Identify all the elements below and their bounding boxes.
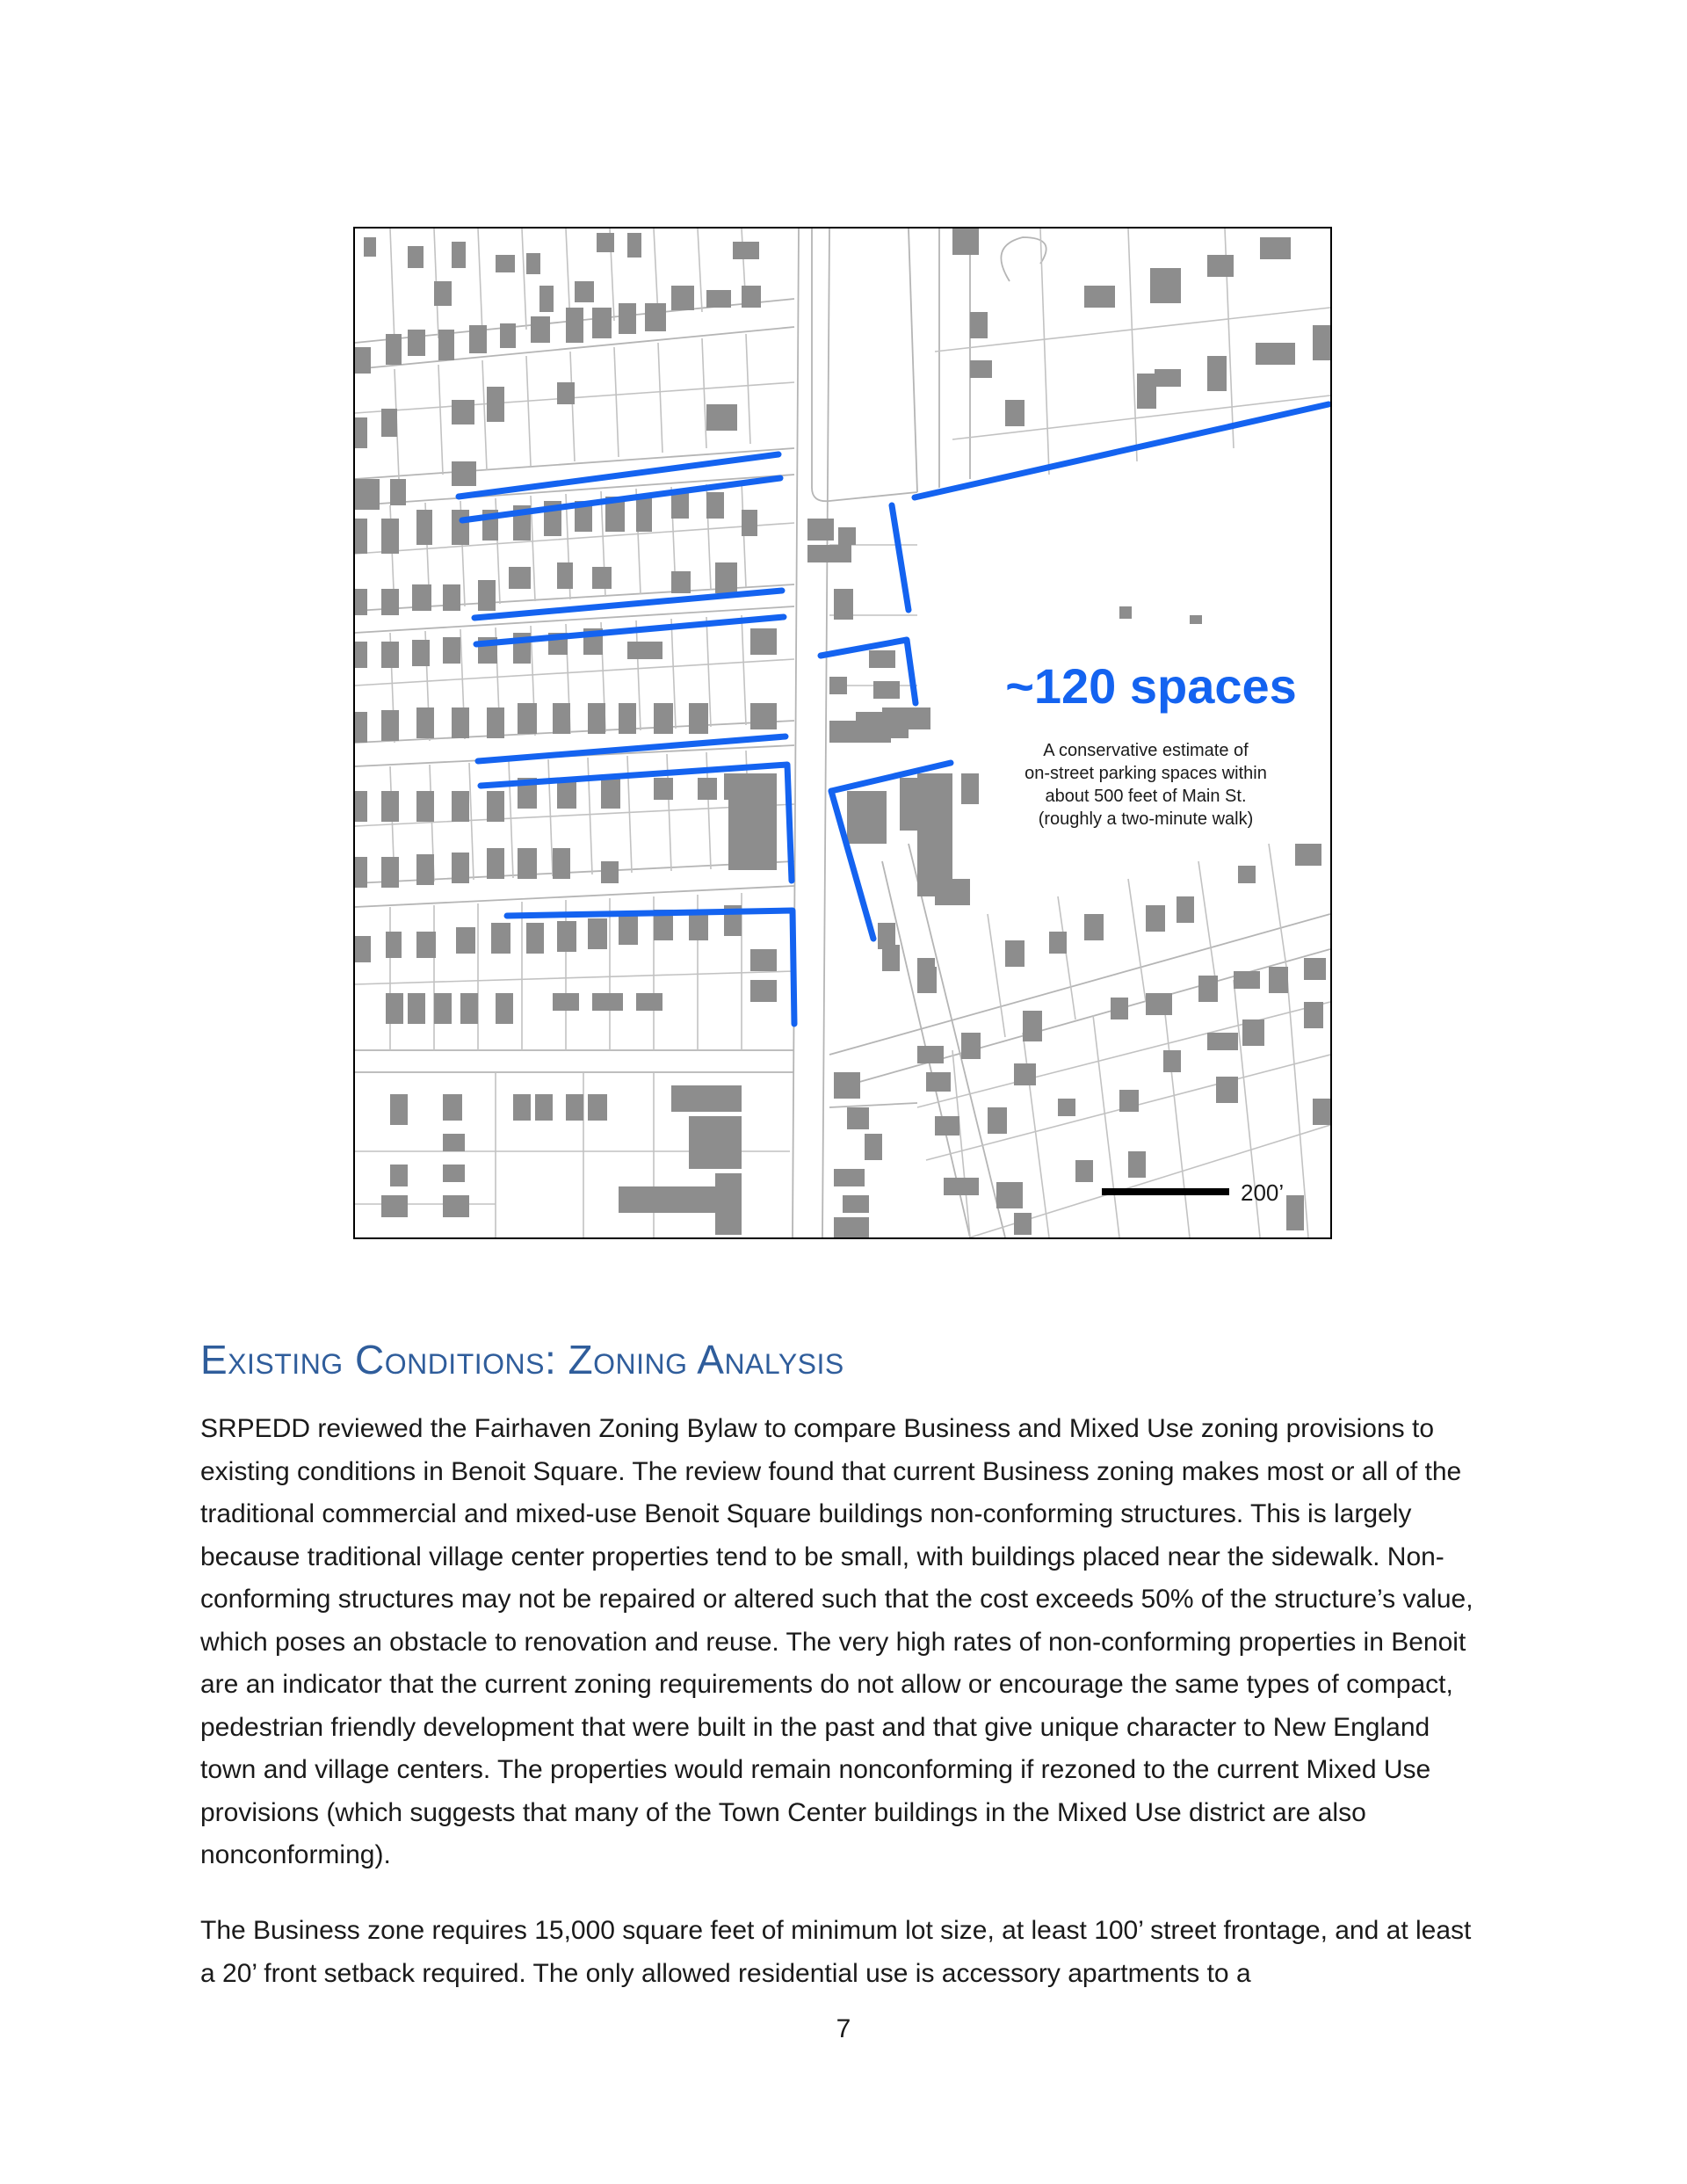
parking-map xyxy=(353,227,1332,1239)
parking-segment xyxy=(915,404,1329,497)
section-heading: Existing Conditions: Zoning Analysis xyxy=(200,1337,844,1382)
caption-line: (roughly a two-minute walk) xyxy=(1038,809,1254,829)
spaces-headline: ~120 spaces xyxy=(1005,658,1297,714)
page-number: 7 xyxy=(836,2014,851,2043)
caption-line: A conservative estimate of xyxy=(1043,741,1249,760)
caption-line: on-street parking spaces within xyxy=(1025,764,1267,783)
scale-label: 200’ xyxy=(1241,1179,1285,1206)
parking-map-svg xyxy=(355,229,1330,1237)
body-paragraph: The Business zone requires 15,000 square feet of minimum lot size, at least 100’ street frontage, and at least a 20’ front setback required. The only allowed residential use is accessory apartments to a xyxy=(200,1916,1472,1988)
body-paragraph: SRPEDD reviewed the Fairhaven Zoning Bylaw to compare Business and Mixed Use zoning provisions to existing conditions in Benoit Square. The review found that current Business zoning makes most or all of the traditional commercial and mixed-use Benoit Square buildings non-conforming structures. This is largely because traditional village center properties tend to be small, with buildings placed near the sidewalk. Non-conforming structures may not be repaired or altered such that the cost exceeds 50% of the structure’s value, which poses an obstacle to renovation and reuse. The very high rates of non-conforming properties in Benoit are an indicator that the current zoning requirements do not allow or encourage the same types of compact, pedestrian friendly development that were built in the past and that give unique character to New England town and village centers. The properties would remain nonconforming if rezoned to the current Mixed Use provisions (which suggests that many of the Town Center buildings in the Mixed Use district are also nonconforming). xyxy=(200,1414,1473,1869)
parking-segment xyxy=(476,617,784,644)
caption-line: about 500 feet of Main St. xyxy=(1045,787,1247,806)
parking-segment xyxy=(892,505,909,610)
building-footprints xyxy=(355,229,1330,1237)
parking-segment xyxy=(478,736,786,761)
